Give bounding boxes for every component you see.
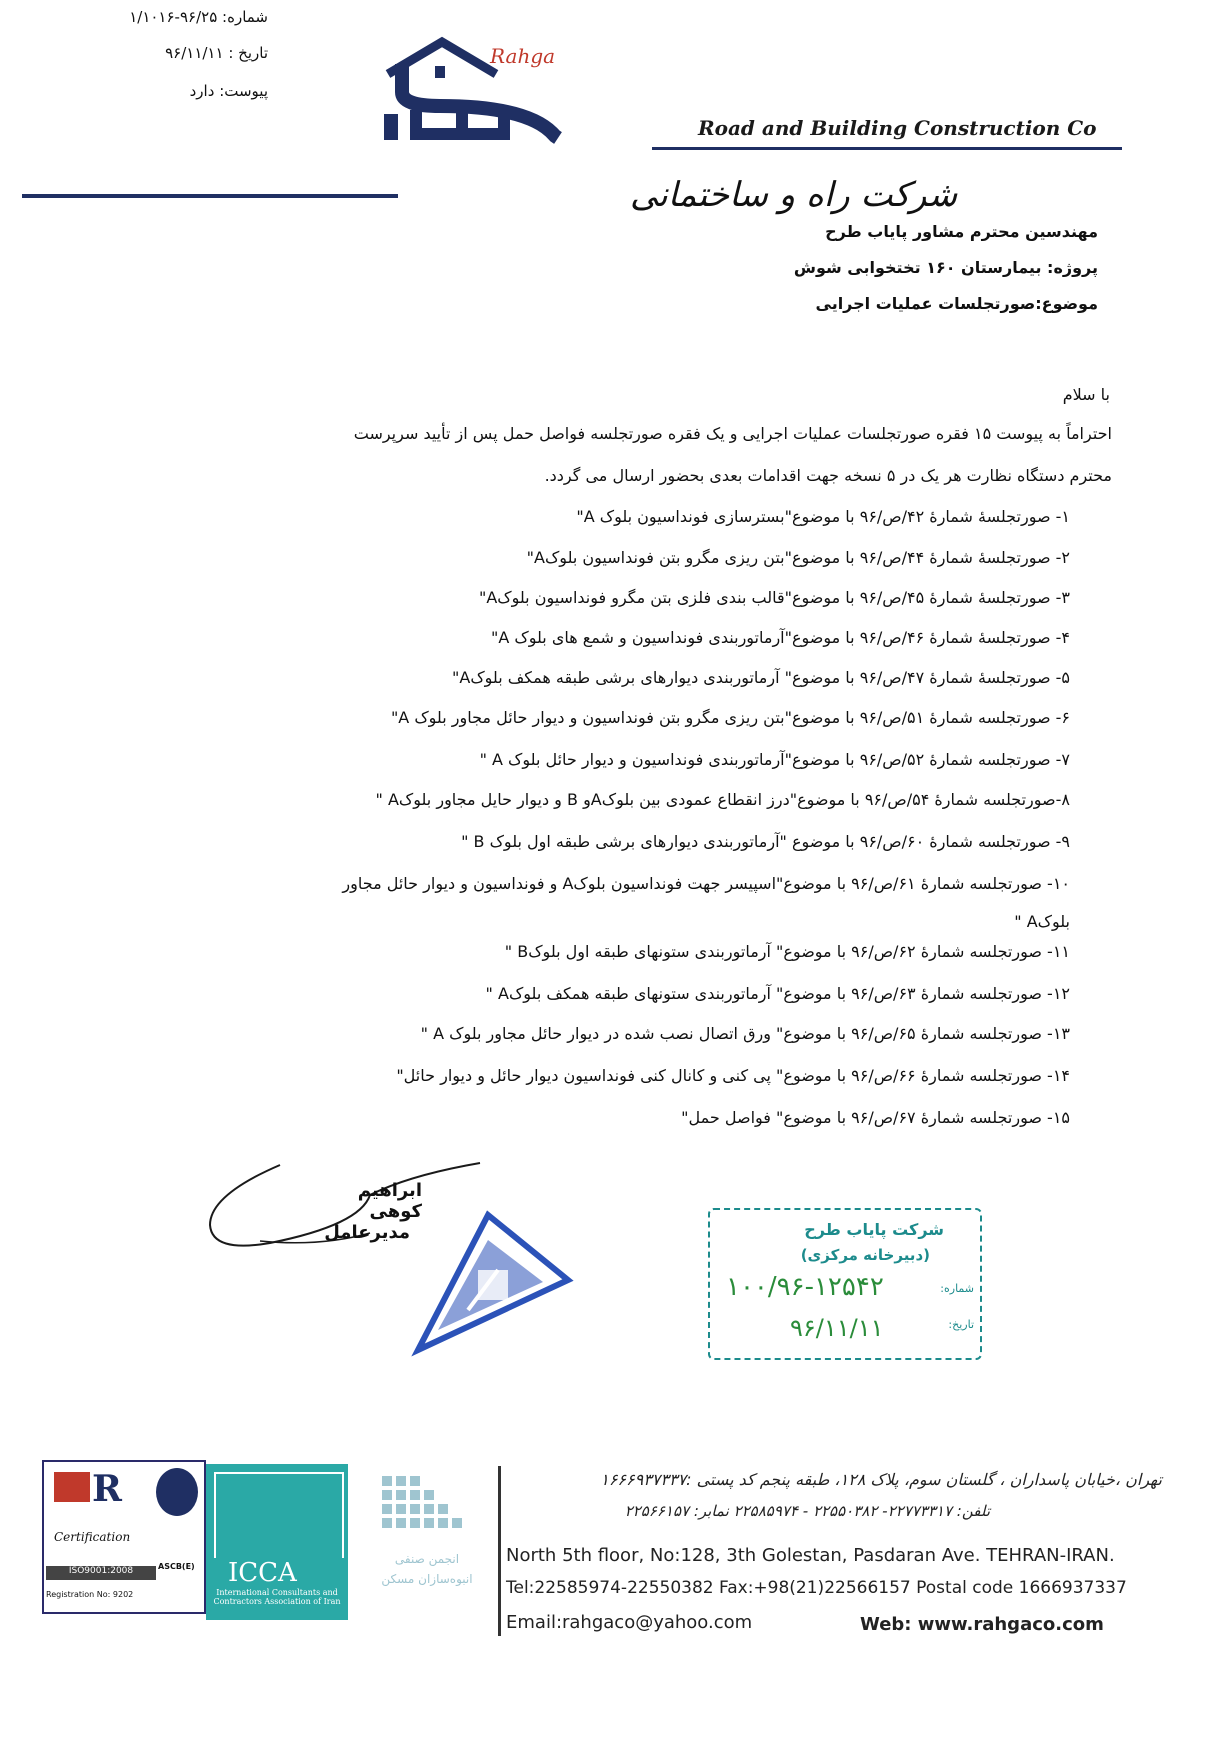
body-paragraph-line-2: محترم دستگاه نظارت هر یک در ۵ نسخه جهت اقدامات بعدی بحضور ارسال می گردد. bbox=[544, 466, 1112, 485]
eu-stars-icon bbox=[156, 1468, 198, 1516]
header-rule-right bbox=[652, 147, 1122, 150]
list-item-continuation: بلوکA " bbox=[1014, 912, 1070, 931]
iso-certification-badge: R Certification ISO9001:2008 Registration No: 9202 ASCB(E) bbox=[42, 1460, 206, 1614]
footer-address-fa: تهران ،خیابان پاسداران ، گلستان سوم، پلاک ۱۲۸، طبقه پنجم کد پستی :۱۶۶۶۹۳۷۳۳۷ bbox=[600, 1470, 1162, 1489]
footer-phone-fa: تلفن: ۲۲۷۷۳۳۱۷- ۲۲۵۵۰۳۸۲ - ۲۲۵۸۵۹۷۴ نمابر: ۲۲۵۶۶۱۵۷ bbox=[624, 1502, 990, 1520]
list-item: ۱۵- صورتجلسه شمارهٔ ۶۷/ص/۹۶ با موضوع" فواصل حمل" bbox=[681, 1108, 1070, 1127]
list-item: ۱۰- صورتجلسه شمارهٔ ۶۱/ص/۹۶ با موضوع"اسپیسر جهت فونداسیون بلوکA و فونداسیون و دیوار حائل مجاور bbox=[342, 874, 1070, 893]
association-subname: انبوه‌سازان مسکن bbox=[381, 1572, 473, 1586]
stamp-org: شرکت پایاب طرح bbox=[804, 1220, 944, 1239]
iso-code: ISO9001:2008 bbox=[46, 1566, 156, 1580]
company-logo bbox=[380, 36, 590, 156]
company-seal bbox=[408, 1210, 578, 1360]
project-line: پروژه: بیمارستان ۱۶۰ تختخوابی شوش bbox=[793, 258, 1098, 277]
body-paragraph-line-1: احتراماً به پیوست ۱۵ فقره صورتجلسات عملیات اجرایی و یک فقره صورتجلسه فواصل حمل پس از تأیید سرپرست bbox=[353, 424, 1112, 443]
footer-contact-en: Tel:22585974-22550382 Fax:+98(21)22566157 Postal code 1666937337 bbox=[506, 1578, 1127, 1598]
cert-mark-icon bbox=[54, 1472, 90, 1502]
letter-date: تاریخ : ۹۶/۱۱/۱۱ bbox=[165, 44, 268, 62]
list-item: ۱۳- صورتجلسه شمارهٔ ۶۵/ص/۹۶ با موضوع" ورق اتصال نصب شده در دیوار حائل مجاور بلوک A " bbox=[420, 1024, 1070, 1043]
footer-website[interactable]: Web: www.rahgaco.com bbox=[860, 1614, 1104, 1635]
header-rule-left bbox=[22, 194, 398, 198]
greeting: با سلام bbox=[1062, 385, 1110, 404]
building-grid-icon bbox=[372, 1466, 488, 1548]
iso-registration: Registration No: 9202 bbox=[46, 1590, 134, 1599]
letter-attachment: پیوست: دارد bbox=[189, 82, 268, 100]
stamp-number-label: شماره: bbox=[940, 1282, 974, 1295]
footer-address-en: North 5th floor, No:128, 3th Golestan, Pasdaran Ave. TEHRAN-IRAN. bbox=[506, 1545, 1115, 1566]
list-item: ۸-صورتجلسه شمارهٔ ۵۴/ص/۹۶ با موضوع"درز انقطاع عمودی بین بلوکAو B و دیوار حایل مجاور بلوکA " bbox=[375, 790, 1070, 809]
company-name-fa: شرکت راه و ساختمانی bbox=[630, 175, 958, 215]
stamp-date-value: ۹۶/۱۱/۱۱ bbox=[790, 1314, 884, 1342]
letter-number: شماره: ۹۶/۲۵-۱/۱۰۱۶ bbox=[129, 8, 268, 26]
company-name-en: Road and Building Construction Co bbox=[698, 116, 1097, 140]
list-item: ۱۴- صورتجلسه شمارهٔ ۶۶/ص/۹۶ با موضوع" پی کنی و کانال کنی فونداسیون دیوار حائل و دیوار حائل" bbox=[396, 1066, 1070, 1085]
logo-script-text: Rahga bbox=[490, 44, 556, 68]
stamp-dept: (دبیرخانه مرکزی) bbox=[800, 1246, 930, 1264]
list-item: ۶- صورتجلسه شمارهٔ ۵۱/ص/۹۶ با موضوع"بتن ریزی مگرو بتن فونداسیون و دیوار حائل مجاور بلوک A" bbox=[390, 708, 1070, 727]
signatory-title: مدیرعامل bbox=[324, 1222, 410, 1243]
icca-subtitle: International Consultants and Contractors Association of Iran bbox=[213, 1588, 341, 1606]
signatory-name: ابراهیم کوهی bbox=[357, 1180, 422, 1222]
icca-badge bbox=[206, 1464, 348, 1620]
footer-email[interactable]: Email:rahgaco@yahoo.com bbox=[506, 1612, 753, 1633]
received-stamp bbox=[708, 1208, 982, 1360]
list-item: ۲- صورتجلسهٔ شمارهٔ ۴۴/ص/۹۶ با موضوع"بتن ریزی مگرو بتن فونداسیون بلوکA" bbox=[526, 548, 1070, 567]
ascb-label: ASCB(E) bbox=[158, 1562, 195, 1571]
stamp-number-value: ۱۰۰/۹۶-۱۲۵۴۲ bbox=[726, 1272, 884, 1302]
list-item: ۷- صورتجلسه شمارهٔ ۵۲/ص/۹۶ با موضوع"آرماتوربندی فونداسیون و دیوار حائل بلوک A " bbox=[479, 750, 1070, 769]
recipient: مهندسین محترم مشاور پایاب طرح bbox=[825, 222, 1098, 241]
stamp-date-label: تاریخ: bbox=[948, 1318, 974, 1331]
icca-logo-text: ICCA bbox=[228, 1558, 297, 1588]
housing-association-badge bbox=[372, 1466, 488, 1596]
list-item: ۵- صورتجلسهٔ شمارهٔ ۴۷/ص/۹۶ با موضوع" آرماتوربندی دیوارهای برشی طبقه همکف بلوکA" bbox=[452, 668, 1070, 687]
subject-line: موضوع:صورتجلسات عملیات اجرایی bbox=[815, 294, 1098, 313]
list-item: ۱- صورتجلسهٔ شمارهٔ ۴۲/ص/۹۶ با موضوع"بسترسازی فونداسیون بلوک A" bbox=[576, 507, 1070, 526]
list-item: ۴- صورتجلسهٔ شمارهٔ ۴۶/ص/۹۶ با موضوع"آرماتوربندی فونداسیون و شمع های بلوک A" bbox=[491, 628, 1070, 647]
footer-divider bbox=[498, 1466, 501, 1636]
list-item: ۳- صورتجلسهٔ شمارهٔ ۴۵/ص/۹۶ با موضوع"قالب بندی فلزی بتن مگرو فونداسیون بلوکA" bbox=[478, 588, 1070, 607]
list-item: ۱۲- صورتجلسه شمارهٔ ۶۳/ص/۹۶ با موضوع" آرماتوربندی ستونهای طبقه همکف بلوکA " bbox=[485, 984, 1070, 1003]
association-name: انجمن صنفی bbox=[394, 1552, 460, 1566]
cert-label: Certification bbox=[54, 1530, 131, 1544]
list-item: ۱۱- صورتجلسه شمارهٔ ۶۲/ص/۹۶ با موضوع" آرماتوربندی ستونهای طبقه اول بلوکB " bbox=[504, 942, 1070, 961]
list-item: ۹- صورتجلسه شمارهٔ ۶۰/ص/۹۶ با موضوع "آرماتوربندی دیوارهای برشی طبقه اول بلوک B " bbox=[461, 832, 1070, 851]
